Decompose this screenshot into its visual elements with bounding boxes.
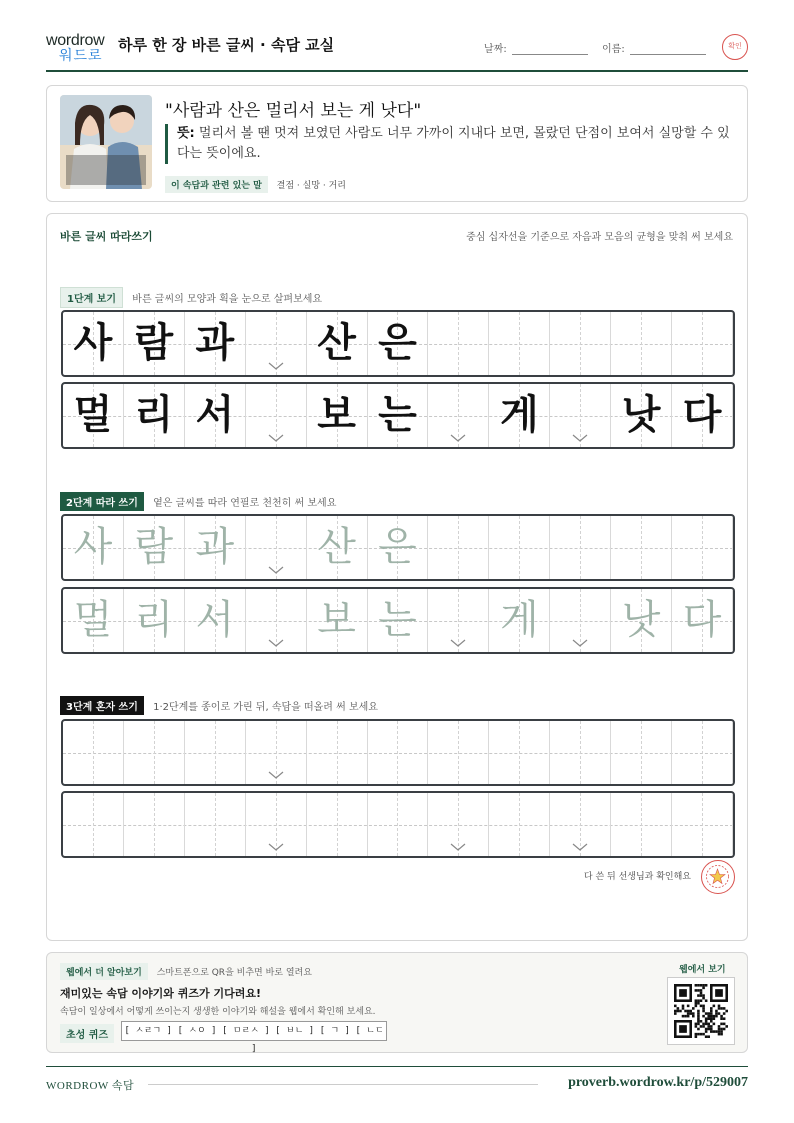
practice-character: 사 — [73, 319, 113, 366]
cell-guide — [580, 516, 581, 579]
promo-title: 재미있는 속담 이야기와 퀴즈가 기다려요! — [60, 987, 261, 1000]
writing-cell — [611, 312, 672, 375]
free-writing-row[interactable] — [61, 719, 735, 786]
writing-cell[interactable] — [489, 721, 550, 784]
cell-guide — [337, 721, 338, 784]
step2-text: 옅은 글씨를 따라 연필로 천천히 써 보세요 — [153, 498, 337, 509]
step3-text: 1·2단계를 종이로 가린 뒤, 속담을 떠올려 써 보세요 — [153, 702, 378, 713]
writing-cell[interactable] — [124, 793, 185, 856]
writing-cell — [185, 384, 246, 447]
cell-guide — [154, 721, 155, 784]
practice-character: 람 — [134, 524, 174, 570]
practice-character: 다 — [682, 391, 722, 438]
practice-character: 멀 — [73, 597, 113, 643]
writing-practice-section — [46, 213, 748, 941]
practice-character: 산 — [317, 319, 356, 366]
writing-cell[interactable] — [246, 793, 307, 856]
writing-cell[interactable] — [489, 516, 550, 579]
writing-cell[interactable] — [63, 589, 124, 652]
writing-cell — [672, 312, 733, 375]
cell-guide — [458, 721, 459, 784]
practice-character: 산 — [317, 524, 356, 570]
writing-cell[interactable] — [368, 589, 429, 652]
cell-guide — [337, 793, 338, 856]
date-field[interactable] — [512, 54, 588, 55]
writing-cell[interactable] — [672, 793, 733, 856]
writing-cell[interactable] — [63, 721, 124, 784]
writing-cell[interactable] — [63, 793, 124, 856]
logo-subtext: 워드로 — [59, 48, 103, 64]
writing-cell[interactable] — [307, 793, 368, 856]
footer-url[interactable]: proverb.wordrow.kr/p/529007 — [568, 1075, 748, 1090]
proverb-title: "사람과 산은 멀리서 보는 게 낫다" — [165, 101, 422, 121]
practice-title: 바른 글씨 따라쓰기 — [60, 230, 153, 243]
practice-character: 서 — [195, 391, 235, 438]
meaning-label: 뜻: — [177, 126, 195, 141]
writing-cell — [550, 384, 611, 447]
writing-cell[interactable] — [185, 589, 246, 652]
practice-character: 은 — [378, 319, 417, 366]
step1-header — [60, 287, 322, 308]
writing-cell[interactable] — [428, 589, 489, 652]
writing-cell[interactable] — [368, 793, 429, 856]
free-writing-row[interactable] — [61, 791, 735, 858]
writing-cell — [368, 384, 429, 447]
cell-guide — [215, 793, 216, 856]
space-mark-icon — [268, 638, 284, 648]
practice-character: 과 — [195, 319, 235, 366]
writing-cell[interactable] — [307, 589, 368, 652]
writing-cell[interactable] — [428, 721, 489, 784]
writing-cell[interactable] — [63, 516, 124, 579]
writing-cell — [428, 312, 489, 375]
practice-character: 게 — [499, 391, 539, 438]
practice-character: 리 — [134, 597, 174, 643]
cell-guide — [93, 721, 94, 784]
proverb-meaning — [165, 124, 735, 164]
space-mark-icon — [572, 842, 588, 852]
practice-character: 게 — [499, 597, 539, 643]
writing-cell[interactable] — [550, 516, 611, 579]
step2-header — [60, 492, 336, 511]
name-field[interactable] — [630, 54, 706, 55]
practice-character: 보 — [317, 597, 356, 643]
practice-character: 서 — [195, 597, 235, 643]
writing-cell[interactable] — [368, 721, 429, 784]
cell-guide — [702, 312, 703, 375]
writing-cell — [246, 312, 307, 375]
space-mark-icon — [450, 842, 466, 852]
writing-cell[interactable] — [550, 793, 611, 856]
initial-consonant-quiz: [ ㅅㄹㄱ ] [ ㅅㅇ ] [ ㅁㄹㅅ ] [ ㅂㄴ ] [ ㄱ ] [ ㄴㄷ ] — [121, 1021, 387, 1041]
teacher-stamp-icon — [701, 860, 735, 894]
writing-cell — [63, 384, 124, 447]
cell-guide — [641, 721, 642, 784]
step1-badge: 1단계 보기 — [60, 287, 123, 308]
cell-guide — [702, 516, 703, 579]
practice-character: 는 — [378, 391, 417, 438]
tracing-row[interactable] — [61, 514, 735, 581]
writing-cell — [124, 384, 185, 447]
space-mark-icon — [268, 770, 284, 780]
writing-cell[interactable] — [672, 516, 733, 579]
practice-character: 낫 — [621, 391, 661, 438]
writing-cell[interactable] — [185, 793, 246, 856]
space-mark-icon — [450, 638, 466, 648]
practice-character: 는 — [378, 597, 417, 643]
writing-row — [61, 382, 735, 449]
confirm-stamp-icon: 확인 — [722, 34, 748, 60]
related-list: 결점 · 실망 · 거리 — [276, 181, 346, 191]
writing-cell[interactable] — [246, 589, 307, 652]
wordrow-logo — [46, 32, 108, 62]
footer-divider — [148, 1084, 538, 1085]
writing-cell[interactable] — [185, 721, 246, 784]
proverb-illustration — [60, 95, 152, 189]
writing-cell — [307, 384, 368, 447]
writing-cell — [550, 312, 611, 375]
page-title: 하루 한 장 바른 글씨 · 속담 교실 — [118, 36, 335, 54]
writing-cell[interactable] — [611, 793, 672, 856]
writing-cell — [307, 312, 368, 375]
related-words — [165, 176, 346, 193]
promo-description: 속담이 일상에서 어떻게 쓰이는지 생생한 이야기와 해설을 웹에서 확인해 보세요. — [60, 1007, 376, 1017]
cell-guide — [580, 312, 581, 375]
step1-text: 바른 글씨의 모양과 획을 눈으로 살펴보세요 — [132, 294, 323, 305]
practice-character: 보 — [317, 391, 356, 438]
writing-cell[interactable] — [672, 721, 733, 784]
cell-guide — [93, 793, 94, 856]
promo-tag-text: 스마트폰으로 QR을 비추면 바로 열려요 — [156, 968, 312, 978]
writing-cell[interactable] — [611, 589, 672, 652]
cell-guide — [641, 793, 642, 856]
cell-guide — [641, 312, 642, 375]
practice-character: 멀 — [73, 391, 113, 438]
writing-cell[interactable] — [489, 589, 550, 652]
footer-brand: WORDROW 속담 — [46, 1080, 135, 1092]
space-mark-icon — [450, 433, 466, 443]
quiz-label: 초성 퀴즈 — [60, 1024, 114, 1043]
cell-guide — [519, 312, 520, 375]
writing-cell — [185, 312, 246, 375]
practice-character: 은 — [378, 524, 417, 570]
writing-cell[interactable] — [672, 589, 733, 652]
writing-cell[interactable] — [246, 721, 307, 784]
writing-cell — [672, 384, 733, 447]
check-text: 다 쓴 뒤 선생님과 확인해요 — [583, 872, 691, 882]
cell-guide — [702, 793, 703, 856]
writing-cell — [428, 384, 489, 447]
cell-guide — [580, 721, 581, 784]
cell-guide — [641, 516, 642, 579]
practice-character: 다 — [682, 597, 722, 643]
cell-guide — [154, 793, 155, 856]
logo-text: wordrow — [46, 32, 105, 49]
cell-guide — [458, 312, 459, 375]
practice-character: 낫 — [621, 597, 661, 643]
proverb-card — [46, 85, 748, 202]
step3-header — [60, 696, 378, 715]
promo-tag-label: 웹에서 더 알아보기 — [60, 963, 148, 980]
qr-label: 웹에서 보기 — [679, 965, 726, 975]
name-label: 이름: — [602, 44, 625, 55]
writing-cell — [489, 384, 550, 447]
cell-guide — [458, 516, 459, 579]
writing-cell[interactable] — [611, 721, 672, 784]
cell-guide — [215, 721, 216, 784]
web-promo-box — [46, 952, 748, 1053]
space-mark-icon — [268, 842, 284, 852]
cell-guide — [397, 793, 398, 856]
writing-cell[interactable] — [428, 793, 489, 856]
writing-cell[interactable] — [185, 516, 246, 579]
cell-guide — [519, 516, 520, 579]
practice-hint: 중심 십자선을 기준으로 자음과 모음의 균형을 맞춰 써 보세요 — [466, 232, 733, 243]
writing-cell[interactable] — [611, 516, 672, 579]
writing-row — [61, 310, 735, 377]
writing-cell[interactable] — [368, 516, 429, 579]
tracing-row[interactable] — [61, 587, 735, 654]
writing-cell[interactable] — [550, 721, 611, 784]
writing-cell[interactable] — [124, 589, 185, 652]
writing-cell — [611, 384, 672, 447]
writing-cell — [124, 312, 185, 375]
writing-cell[interactable] — [428, 516, 489, 579]
page-header — [46, 28, 748, 72]
page-footer — [46, 1066, 748, 1096]
writing-cell[interactable] — [307, 516, 368, 579]
date-label: 날짜: — [484, 44, 507, 55]
qr-code-icon[interactable] — [667, 977, 735, 1045]
practice-character: 리 — [134, 391, 174, 438]
writing-cell[interactable] — [124, 516, 185, 579]
writing-cell — [246, 384, 307, 447]
practice-character: 람 — [134, 319, 174, 366]
cell-guide — [519, 793, 520, 856]
space-mark-icon — [268, 361, 284, 371]
space-mark-icon — [572, 433, 588, 443]
writing-cell — [489, 312, 550, 375]
writing-cell[interactable] — [550, 589, 611, 652]
practice-character: 과 — [195, 524, 235, 570]
meaning-text: 멀리서 볼 땐 멋져 보였던 사람도 너무 가까이 지내다 보면, 몰랐던 단점이 보여서 실망할 수 있다는 뜻이에요. — [177, 126, 730, 161]
step3-badge: 3단계 혼자 쓰기 — [60, 696, 144, 715]
writing-cell — [63, 312, 124, 375]
writing-cell[interactable] — [246, 516, 307, 579]
writing-cell[interactable] — [489, 793, 550, 856]
step2-badge: 2단계 따라 쓰기 — [60, 492, 144, 511]
promo-tag — [60, 963, 312, 980]
writing-cell[interactable] — [307, 721, 368, 784]
cell-guide — [397, 721, 398, 784]
space-mark-icon — [268, 433, 284, 443]
space-mark-icon — [268, 565, 284, 575]
cell-guide — [702, 721, 703, 784]
space-mark-icon — [572, 638, 588, 648]
practice-character: 사 — [73, 524, 113, 570]
writing-cell — [368, 312, 429, 375]
writing-cell[interactable] — [124, 721, 185, 784]
related-label: 이 속담과 관련 있는 말 — [165, 176, 268, 193]
cell-guide — [519, 721, 520, 784]
